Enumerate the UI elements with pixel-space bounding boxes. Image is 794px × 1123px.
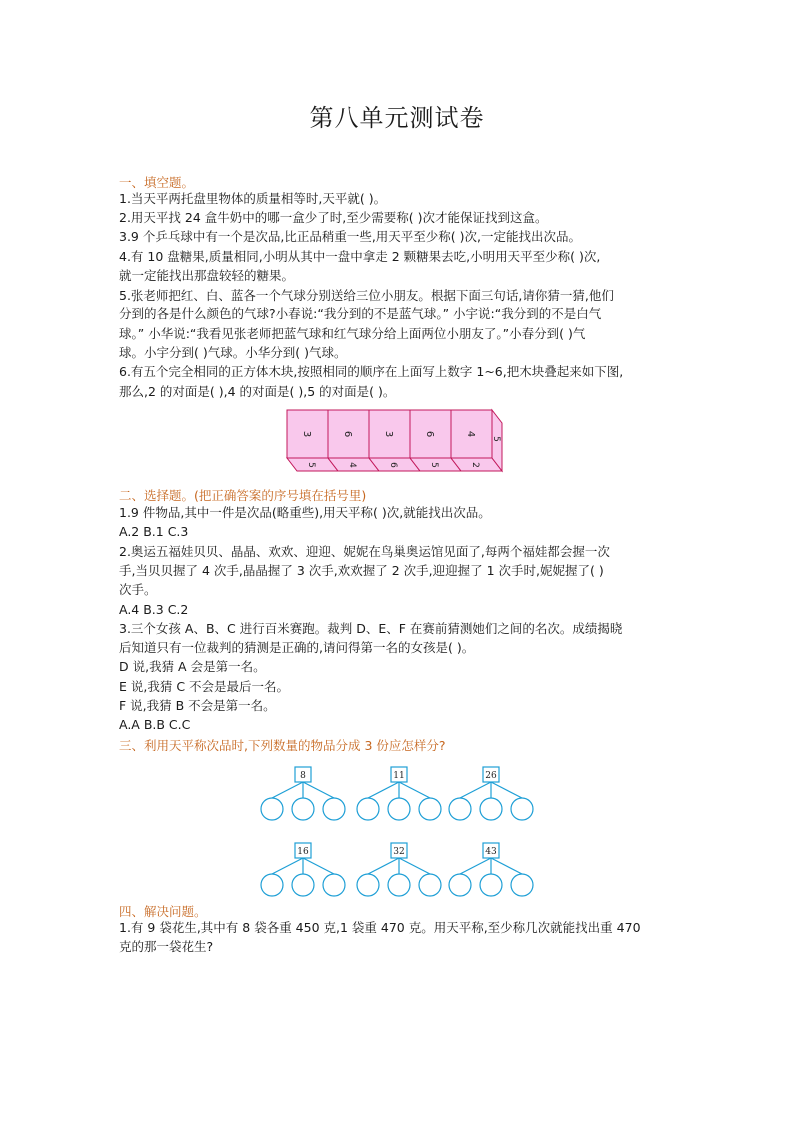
group-circle-2[interactable] bbox=[480, 798, 502, 820]
cube-bottom-number: 5 bbox=[429, 462, 439, 468]
question-line: 手,当贝贝握了 4 次手,晶晶握了 3 次手,欢欢握了 2 次手,迎迎握了 1 次手时,妮妮握了( ) bbox=[119, 563, 604, 578]
question-line: E 说,我猜 C 不会是最后一名。 bbox=[119, 679, 290, 694]
answer-options: A.A B.B C.C bbox=[119, 717, 191, 732]
question-line: 1.有 9 袋花生,其中有 8 袋各重 450 克,1 袋重 470 克。用天平称,至少称几次就能找出重 470 bbox=[119, 920, 641, 935]
group-circle-1[interactable] bbox=[449, 798, 471, 820]
question-line: 4.有 10 盘糖果,质量相同,小明从其中一盘中拿走 2 颗糖果去吃,小明用天平至少称( )次, bbox=[119, 249, 601, 264]
item-count-label: 32 bbox=[393, 847, 405, 857]
group-circle-3[interactable] bbox=[419, 798, 441, 820]
question-line: 1.9 件物品,其中一件是次品(略重些),用天平称( )次,就能找出次品。 bbox=[119, 505, 491, 520]
group-circle-2[interactable] bbox=[480, 874, 502, 896]
group-circle-2[interactable] bbox=[388, 798, 410, 820]
item-count-label: 16 bbox=[297, 847, 309, 857]
group-circle-3[interactable] bbox=[511, 874, 533, 896]
group-circle-2[interactable] bbox=[292, 798, 314, 820]
answer-options: A.2 B.1 C.3 bbox=[119, 524, 189, 539]
answer-options: A.4 B.3 C.2 bbox=[119, 602, 189, 617]
tree-branch bbox=[303, 858, 334, 874]
group-circle-1[interactable] bbox=[261, 798, 283, 820]
section-heading-fill-blanks: 一、填空题。 bbox=[119, 175, 195, 190]
group-circle-2[interactable] bbox=[292, 874, 314, 896]
tree-branch bbox=[491, 782, 522, 798]
question-line: 克的那一袋花生? bbox=[119, 939, 214, 954]
question-line: 就一定能找出那盘较轻的糖果。 bbox=[119, 268, 295, 283]
cube-front-number: 3 bbox=[301, 430, 312, 438]
tree-branch bbox=[460, 858, 491, 874]
tree-branch bbox=[272, 782, 303, 798]
question-line: 6.有五个完全相同的正方体木块,按照相同的顺序在上面写上数字 1~6,把木块叠起来如下图, bbox=[119, 364, 624, 379]
question-line: 3.三个女孩 A、B、C 进行百米赛跑。裁判 D、E、F 在赛前猜测她们之间的名次。成绩揭晓 bbox=[119, 621, 623, 636]
stacked-cubes-figure bbox=[283, 407, 515, 477]
tree-branch bbox=[491, 858, 522, 874]
question-line: 5.张老师把红、白、蓝各一个气球分别送给三位小朋友。根据下面三句话,请你猜一猜,他们 bbox=[119, 288, 614, 303]
item-count-label: 11 bbox=[393, 771, 405, 781]
group-circle-2[interactable] bbox=[388, 874, 410, 896]
question-line: F 说,我猜 B 不会是第一名。 bbox=[119, 698, 276, 713]
question-line: 分到的各是什么颜色的气球?小春说:“我分到的不是蓝气球。” 小宇说:“我分到的不是白气 bbox=[119, 306, 602, 321]
group-circle-1[interactable] bbox=[357, 798, 379, 820]
tree-branch bbox=[399, 858, 430, 874]
group-circle-3[interactable] bbox=[419, 874, 441, 896]
cube-bottom-number: 2 bbox=[470, 462, 480, 468]
section-heading-multiple-choice: 二、选择题。(把正确答案的序号填在括号里) bbox=[119, 488, 367, 503]
tree-branch bbox=[399, 782, 430, 798]
question-line: 后知道只有一位裁判的猜测是正确的,请问得第一名的女孩是( )。 bbox=[119, 640, 475, 655]
question-line: D 说,我猜 A 会是第一名。 bbox=[119, 659, 266, 674]
question-line: 球。小宇分到( )气球。小华分到( )气球。 bbox=[119, 345, 347, 360]
cube-side-number: 5 bbox=[491, 436, 501, 442]
cube-front-number: 6 bbox=[342, 430, 353, 438]
section-heading-grouping: 三、利用天平称次品时,下列数量的物品分成 3 份应怎样分? bbox=[119, 738, 446, 753]
section-heading-problem-solving: 四、解决问题。 bbox=[119, 904, 207, 919]
tree-branch bbox=[368, 858, 399, 874]
question-line: 2.奥运五福娃贝贝、晶晶、欢欢、迎迎、妮妮在鸟巢奥运馆见面了,每两个福娃都会握一次 bbox=[119, 544, 610, 559]
cube-front-number: 4 bbox=[465, 430, 476, 438]
item-count-label: 26 bbox=[485, 771, 497, 781]
question-line: 球。” 小华说:“我看见张老师把蓝气球和红气球分给上面两位小朋友了。”小春分到( )气 bbox=[119, 326, 586, 341]
group-circle-3[interactable] bbox=[511, 798, 533, 820]
group-circle-1[interactable] bbox=[357, 874, 379, 896]
cube-front-number: 3 bbox=[383, 430, 394, 438]
cube-front-number: 6 bbox=[424, 430, 435, 438]
question-line: 次手。 bbox=[119, 582, 157, 597]
question-line: 2.用天平找 24 盒牛奶中的哪一盒少了时,至少需要称( )次才能保证找到这盒。 bbox=[119, 210, 548, 225]
item-count-label: 43 bbox=[485, 847, 497, 857]
question-line: 3.9 个乒乓球中有一个是次品,比正品稍重一些,用天平至少称( )次,一定能找出次品。 bbox=[119, 229, 582, 244]
question-line: 1.当天平两托盘里物体的质量相等时,天平就( )。 bbox=[119, 191, 387, 206]
cube-bottom-number: 4 bbox=[347, 462, 357, 468]
group-circle-3[interactable] bbox=[323, 874, 345, 896]
cube-bottom-number: 6 bbox=[388, 462, 398, 468]
group-circle-1[interactable] bbox=[261, 874, 283, 896]
group-circle-1[interactable] bbox=[449, 874, 471, 896]
cube-bottom-number: 5 bbox=[306, 462, 316, 468]
question-line: 那么,2 的对面是( ),4 的对面是( ),5 的对面是( )。 bbox=[119, 384, 396, 399]
tree-branch bbox=[368, 782, 399, 798]
group-circle-3[interactable] bbox=[323, 798, 345, 820]
tree-branch bbox=[272, 858, 303, 874]
tree-branch bbox=[460, 782, 491, 798]
page-title: 第八单元测试卷 bbox=[309, 104, 485, 132]
tree-branch bbox=[303, 782, 334, 798]
item-count-label: 8 bbox=[300, 771, 306, 781]
grouping-trees-figure bbox=[256, 756, 546, 898]
